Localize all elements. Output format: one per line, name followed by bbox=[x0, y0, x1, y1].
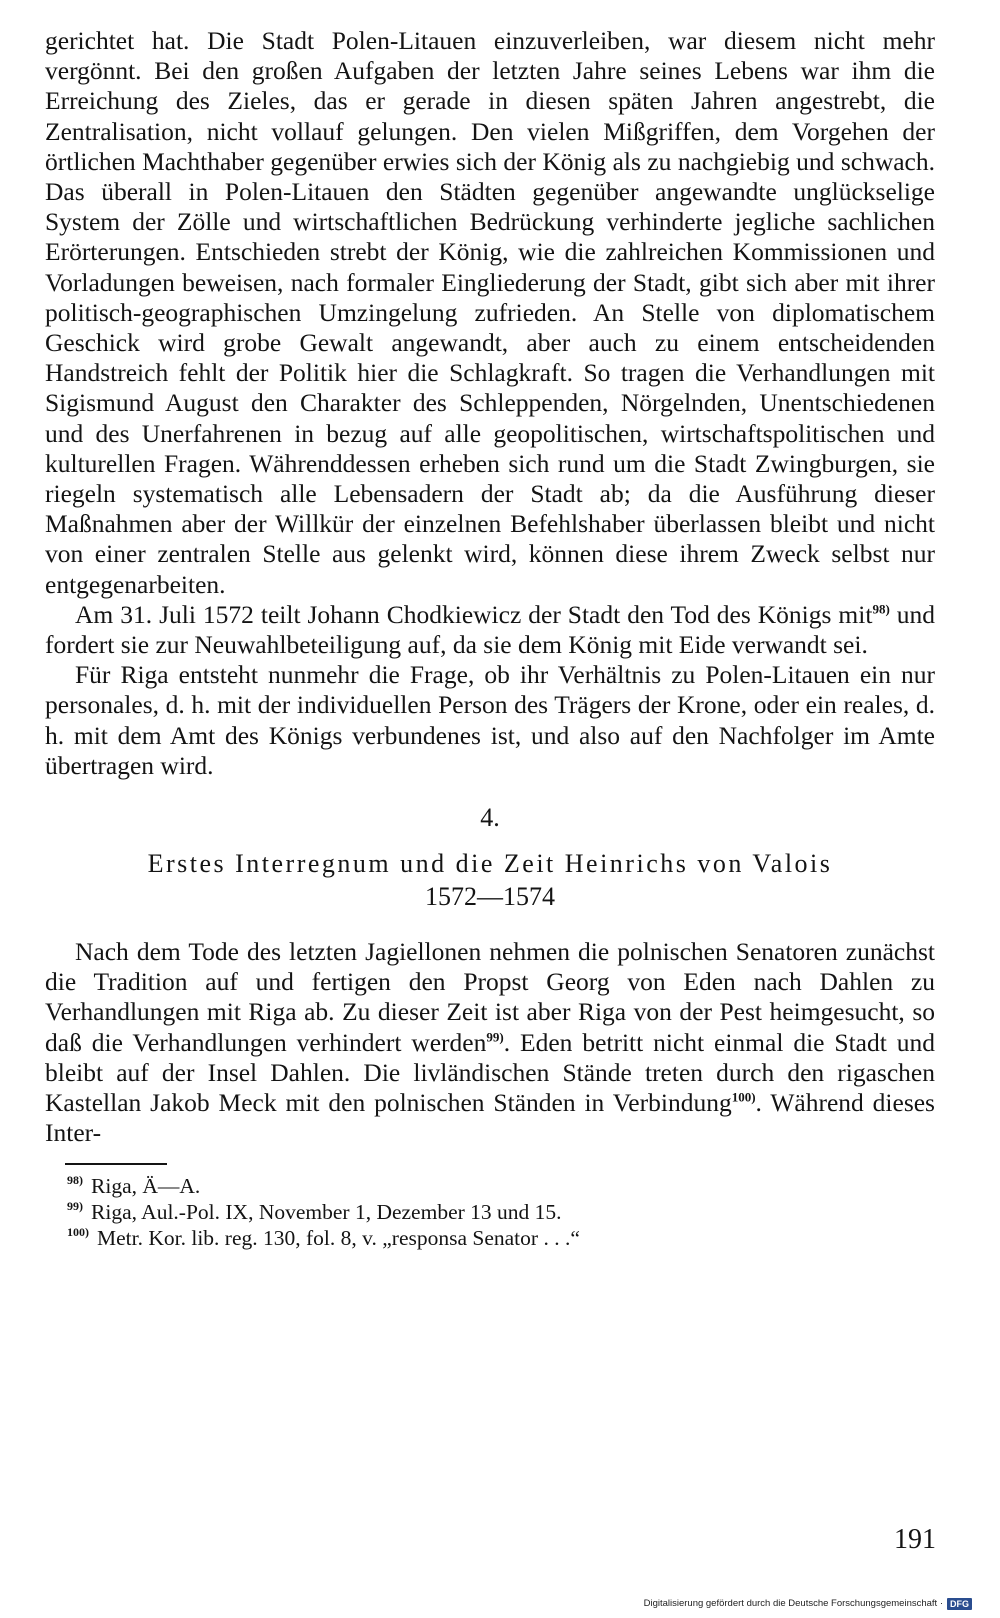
paragraph-3: Für Riga entsteht nunmehr die Frage, ob ihr Verhältnis zu Polen-Litauen ein nur personales, d. h. mit der individuellen Person des Trägers der Krone, oder ein reales, d. h. mit dem Amt des Königs verbundenes ist, und also auf den Nachfolger im Amte übertragen wird. bbox=[45, 660, 935, 780]
footnote-mark: 98) bbox=[67, 1173, 83, 1188]
paragraph-2-text-b: und fordert sie zur Neuwahlbeteiligung auf, da sie dem König mit Eide verwandt sei. bbox=[45, 599, 936, 660]
paragraph-4-text-c: . Während dieses Inter- bbox=[45, 1088, 935, 1148]
footnote-text: Riga, Ä—A. bbox=[91, 1173, 201, 1198]
footnote-divider bbox=[65, 1163, 167, 1165]
footnote-text: Riga, Aul.-Pol. IX, November 1, Dezember 13 und 15. bbox=[91, 1199, 562, 1224]
dfg-logo-icon: DFG bbox=[947, 1598, 972, 1610]
footnote-ref-100: 100) bbox=[731, 1089, 756, 1105]
paragraph-1: gerichtet hat. Die Stadt Polen-Litauen einzuverleiben, war diesem nicht mehr vergönnt. Bei den großen Aufgaben der letzten Jahre seines Lebens war ihm die Erreichung des Zieles, das er gerade in diesen späten Jahren angestrebt, die Zentralisation, nicht vollauf gelungen. Den vielen Mißgriffen, dem Vorgehen der örtlichen Machthaber gegenüber erwies sich der König als zu nachgiebig und schwach. Das überall in Polen-Litauen den Städten gegenüber angewandte unglückselige System der Zölle und wirtschaftlichen Bedrückung verhinderte jegliche sachlichen Erörterungen. Entschieden strebt der König, wie die zahlreichen Kommissionen und Vorladungen beweisen, nach formaler Eingliederung der Stadt, gibt sich aber mit ihrer politisch-geographischen Umzingelung zufrieden. An Stelle von diplomatischem Geschick wird grobe Gewalt angewandt, aber auch zu einem entscheidenden Handstreich fehlt der Politik hier die Schlagkraft. So tragen die Verhandlungen mit Sigismund August den Charakter des Schleppenden, Nörgelnden, Unentschiedenen und des Unerfahrenen in bezug auf alle geopolitischen, wirtschaftspolitischen und kulturellen Fragen. Währenddessen erheben sich rund um die Stadt Zwingburgen, sie riegeln systematisch alle Lebensadern der Stadt ab; da die Ausführung dieser Maßnahmen aber der Willkür der einzelnen Befehlshaber überlassen bleibt und nicht von einer zentralen Stelle aus gelenkt wird, können diese ihrem Zweck selbst nur entgegenarbeiten. bbox=[45, 26, 935, 599]
paragraph-2 bbox=[45, 600, 935, 660]
footnote-mark: 100) bbox=[67, 1225, 89, 1240]
footnote-99 bbox=[67, 1199, 935, 1225]
footnote-98 bbox=[67, 1173, 935, 1199]
paragraph-4-text-b: . Eden betritt nicht einmal die Stadt und bleibt auf der Insel Dahlen. Die livländischen Stände treten durch den rigaschen Kastellan Jakob Meck mit den polnischen Ständen in Verbindung bbox=[45, 1027, 935, 1118]
footnote-100 bbox=[67, 1225, 935, 1251]
footnote-ref-99: 99) bbox=[486, 1029, 504, 1045]
footnotes bbox=[67, 1173, 935, 1251]
footnote-text: Metr. Kor. lib. reg. 130, fol. 8, v. „responsa Senator . . .“ bbox=[97, 1225, 580, 1250]
paragraph-4-text-a: Nach dem Tode des letzten Jagiellonen nehmen die polnischen Senatoren zunächst die Tradition auf und fertigen den Propst Georg von Eden nach Dahlen zu Verhandlungen mit Riga ab. Zu dieser Zeit ist aber Riga von der Pest heimgesucht, so daß die Verhandlungen verhindert werden bbox=[45, 937, 935, 1057]
credit-text: Digitalisierung gefördert durch die Deutsche Forschungsgemeinschaft · bbox=[643, 1598, 943, 1609]
section-title: Erstes Interregnum und die Zeit Heinrichs von Valois bbox=[147, 849, 833, 879]
section-number: 4. bbox=[480, 803, 500, 833]
page-body bbox=[45, 26, 935, 1251]
section-years: 1572—1574 bbox=[425, 882, 555, 912]
paragraph-2-text-a: Am 31. Juli 1572 teilt Johann Chodkiewicz der Stadt den Tod des Königs mit bbox=[75, 599, 873, 629]
paragraph-4 bbox=[45, 937, 935, 1148]
page-number: 191 bbox=[894, 1524, 936, 1555]
footnote-ref-98: 98) bbox=[872, 601, 890, 617]
digitization-credit bbox=[644, 1597, 972, 1611]
footnote-mark: 99) bbox=[67, 1199, 83, 1214]
